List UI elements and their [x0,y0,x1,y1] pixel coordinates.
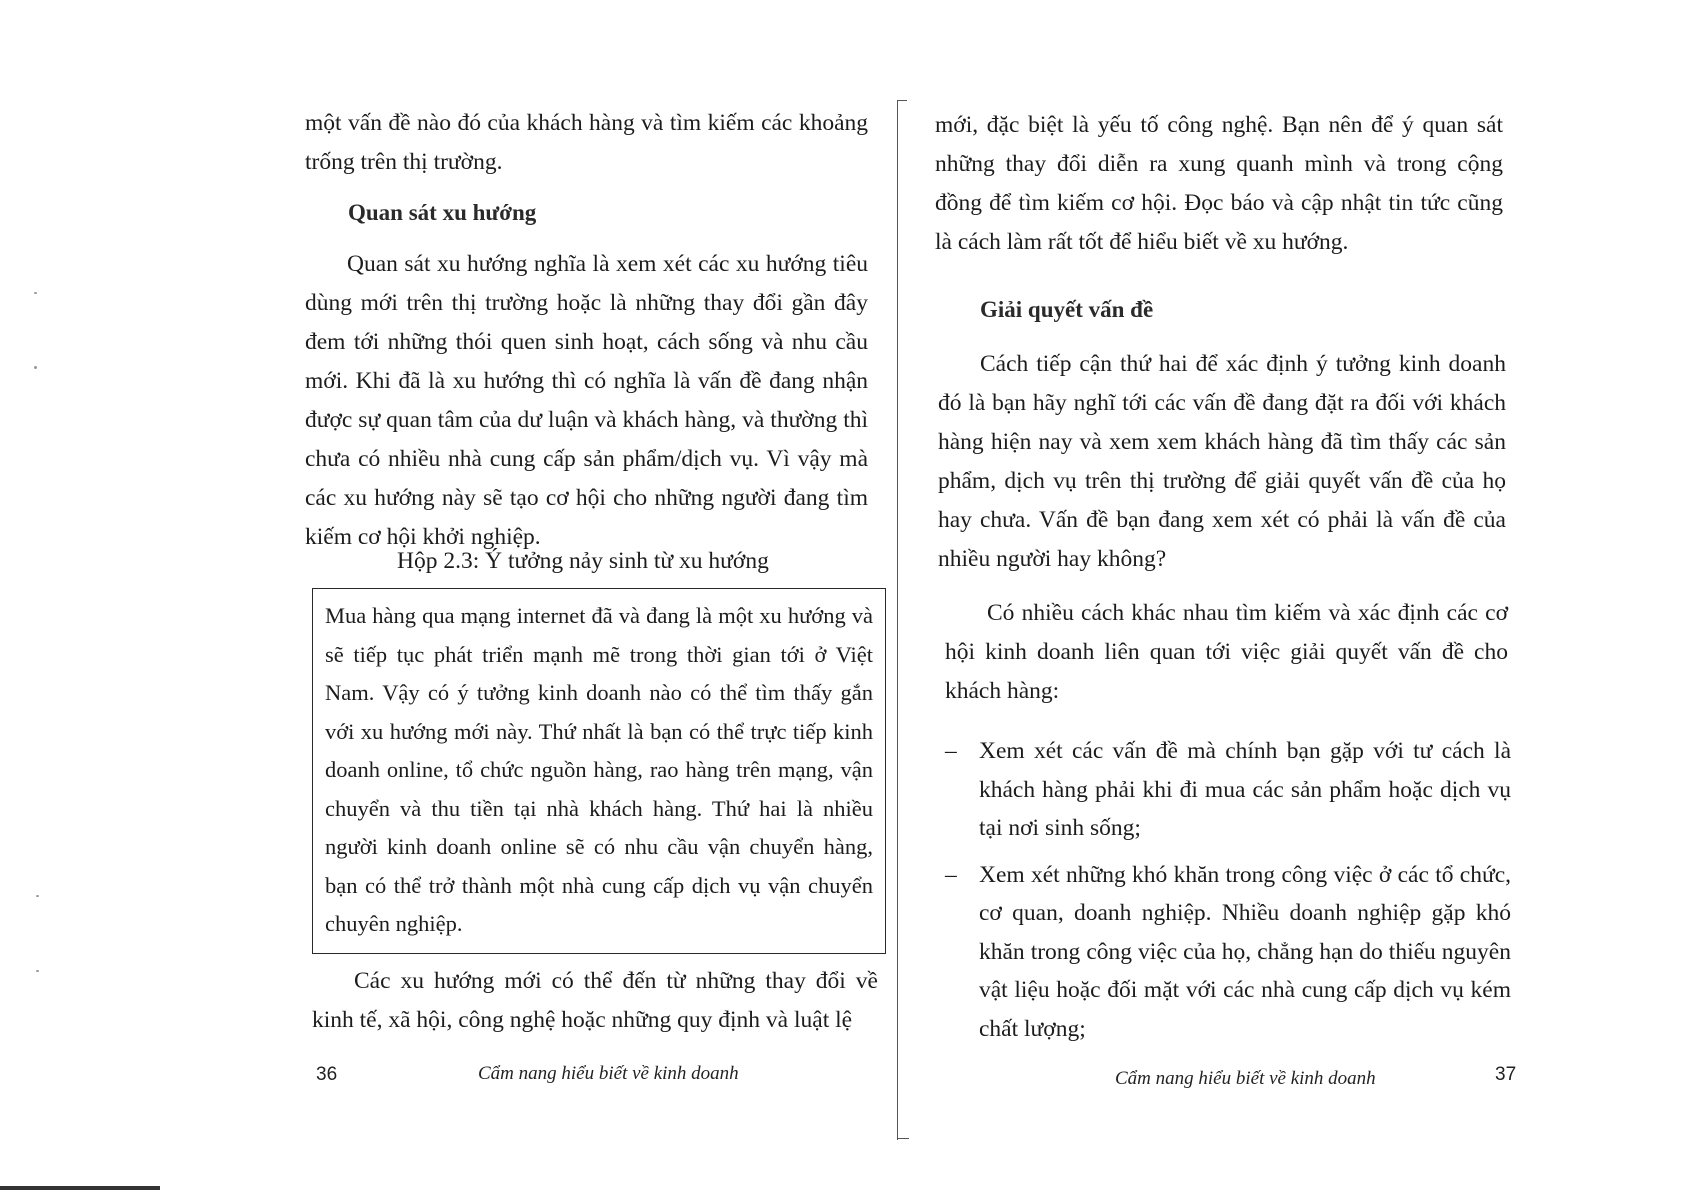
scan-edge-mark [0,1186,160,1190]
list-item [945,732,1511,848]
right-page [905,0,1685,1192]
scan-speck [34,366,37,369]
section-heading-problem: Giải quyết vấn đề [980,297,1154,322]
page-number-right: 37 [1495,1064,1517,1085]
example-box [312,588,886,954]
box-text: Mua hàng qua mạng internet đã và đang là một xu hướng và sẽ tiếp tục phát triển mạnh mẽ trong thời gian tới ở Việt Nam. Vậy có ý tưởng kinh doanh nào có thể tìm thấy gắn với xu hướng mới này. Thứ nhất là bạn có thể trực tiếp kinh doanh online, tổ chức nguồn hàng, rao hàng trên mạng, vận chuyển và thu tiền tại nhà khách hàng. Thứ hai là nhiều người kinh doanh online sẽ có nhu cầu vận chuyển hàng, bạn có thể trở thành một nhà cung cấp dịch vụ vận chuyển chuyên nghiệp. [325,603,873,936]
footer-title-right: Cẩm nang hiểu biết về kinh doanh [1115,1068,1376,1089]
scan-speck [36,970,39,972]
problem-methods-list [945,732,1511,1056]
scan-speck [34,292,37,294]
list-item-text: Xem xét những khó khăn trong công việc ở các tổ chức, cơ quan, doanh nghiệp. Nhiều doanh nghiệp gặp khó khăn trong công việc của họ, chẳng hạn do thiếu nguyên vật liệu hoặc đối mặt với các nhà cung cấp dịch vụ kém chất lượng; [979,861,1511,1042]
continue-paragraph: mới, đặc biệt là yếu tố công nghệ. Bạn nên để ý quan sát những thay đổi diễn ra xung quanh mình và trong cộng đồng để tìm kiếm cơ hội. Đọc báo và cập nhật tin tức cũng là cách làm rất tốt để hiểu biết về xu hướng. [935,112,1503,255]
intro-paragraph: một vấn đề nào đó của khách hàng và tìm kiếm các khoảng trống trên thị trường. [305,110,868,175]
page-number-left: 36 [316,1064,338,1085]
bullet-dash: – [945,861,957,888]
box-caption: Hộp 2.3: Ý tưởng nảy sinh từ xu hướng [397,548,769,574]
list-item [945,856,1511,1049]
footer-title-left: Cẩm nang hiểu biết về kinh doanh [478,1063,739,1084]
approach-paragraph: Cách tiếp cận thứ hai để xác định ý tưởng kinh doanh đó là bạn hãy nghĩ tới các vấn đề đang đặt ra đối với khách hàng hiện nay và xem xem khách hàng đã tìm thấy các sản phẩm, dịch vụ trên thị trường để giải quyết vấn đề của họ hay chưa. Vấn đề bạn đang xem xét có phải là vấn đề của nhiều người hay không? [938,351,1506,572]
methods-paragraph: Có nhiều cách khác nhau tìm kiếm và xác định các cơ hội kinh doanh liên quan tới việc giải quyết vấn đề cho khách hàng: [945,600,1508,704]
list-item-text: Xem xét các vấn đề mà chính bạn gặp với tư cách là khách hàng phải khi đi mua các sản phẩm hoặc dịch vụ tại nơi sinh sống; [979,738,1511,841]
section-heading-trend: Quan sát xu hướng [348,200,537,225]
scan-speck [36,895,39,897]
trend-paragraph: Quan sát xu hướng nghĩa là xem xét các xu hướng tiêu dùng mới trên thị trường hoặc là những thay đổi gần đây đem tới những thói quen sinh hoạt, cách sống và nhu cầu mới. Khi đã là xu hướng thì có nghĩa là vấn đề đang nhận được sự quan tâm của dư luận và khách hàng, và thường thì chưa có nhiều nhà cung cấp sản phẩm/dịch vụ. Vì vậy mà các xu hướng này sẽ tạo cơ hội cho những người đang tìm kiếm cơ hội khởi nghiệp. [305,251,868,550]
bullet-dash: – [945,738,957,764]
new-trends-paragraph: Các xu hướng mới có thể đến từ những thay đổi về kinh tế, xã hội, công nghệ hoặc những quy định và luật lệ [312,968,878,1033]
